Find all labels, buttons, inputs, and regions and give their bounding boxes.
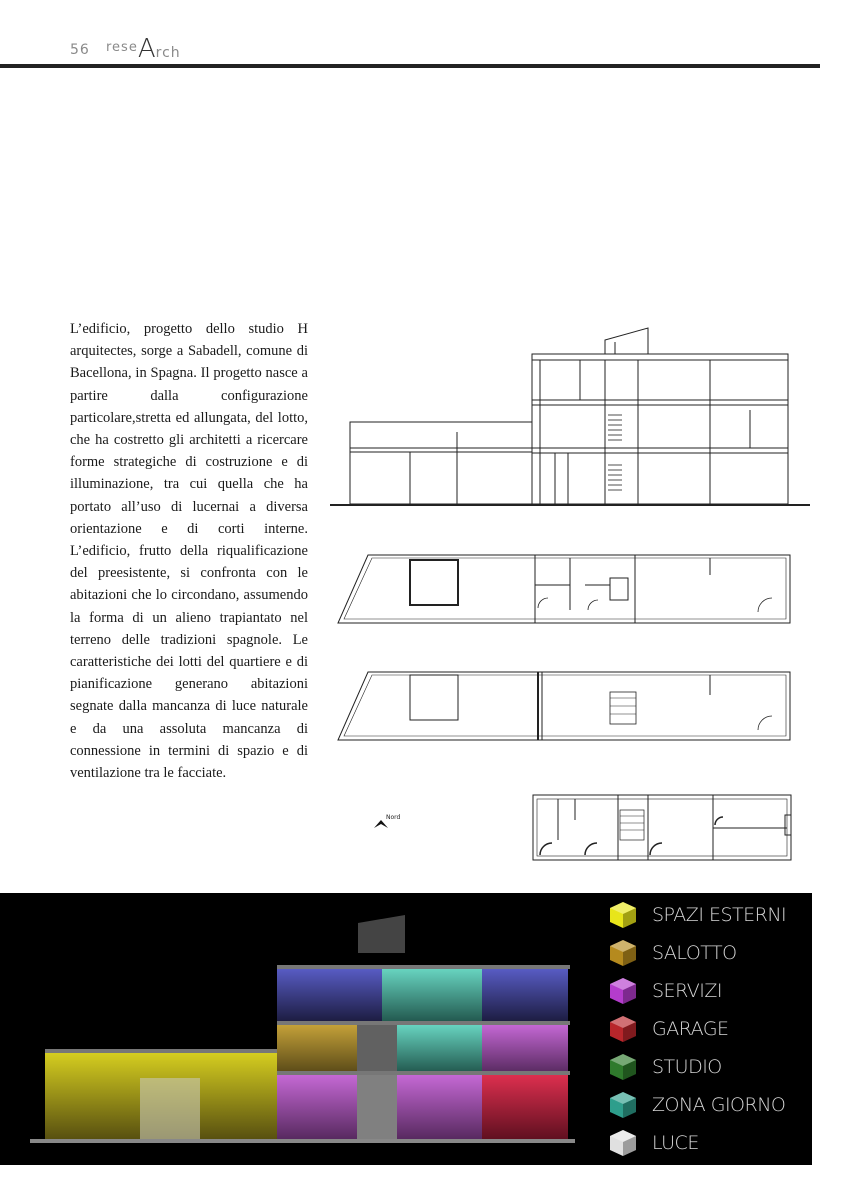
header-rule [0,64,820,68]
floor-plan-top [533,795,791,860]
legend-label: SALOTTO [652,942,737,964]
legend-item-zona-giorno [608,1090,808,1122]
legend-label: GARAGE [652,1018,729,1040]
legend-item-luce [608,1128,808,1160]
architectural-drawings [330,320,820,865]
cube-icon [608,976,638,1006]
cube-icon [608,1128,638,1158]
magazine-logo [106,34,181,64]
legend-item-salotto [608,938,808,970]
floor-plan-first [338,672,790,740]
legend-item-spazi-esterni [608,900,808,932]
north-label: Nord [386,814,401,821]
cube-icon [608,900,638,930]
legend-label: SPAZI ESTERNI [652,904,787,926]
legend-label: SERVIZI [652,980,722,1002]
cube-icon [608,1090,638,1120]
page-number: 56 [70,42,90,58]
article-paragraph: L’edificio, progetto dello studio H arquitectes, sorge a Sabadell, comune di Bacellona, in Spagna. Il progetto nasce a partire dalla configurazione particolare,stretta ed allungata, del lotto, che ha costretto gli architetti a ricercare forme strategiche di costruzione e di illuminazione, tra cui quella che ha portato all’uso di lucernai a diversa orientazione e di corti interne. L’edificio, frutto della riqualificazione del preesistente, si confronta con le abitazioni che lo circondano, assumendo la forma di un alieno trapiantato nel terreno delle tradizioni spagnole. Le caratteristiche dei lotti del quartiere e di pianificazione generano abitazioni segnate dalla mancanza di luce naturale e da una assoluta mancanza di connessione in termini di spazio e di ventilazione tra le facciate. [70,321,308,782]
logo-prefix: rese [106,40,138,55]
legend-item-studio [608,1052,808,1084]
legend-item-servizi [608,976,808,1008]
cube-icon [608,938,638,968]
north-arrow [374,820,388,828]
logo-initial: A [137,34,156,64]
cube-icon [608,1052,638,1082]
floor-plan-ground [338,555,790,623]
legend-label: ZONA GIORNO [652,1094,786,1116]
legend-item-garage [608,1014,808,1046]
section-drawing [330,328,810,505]
legend-label: STUDIO [652,1056,722,1078]
legend-label: LUCE [652,1132,699,1154]
cube-icon [608,1014,638,1044]
logo-suffix: rch [155,45,181,61]
page-header [0,0,847,70]
